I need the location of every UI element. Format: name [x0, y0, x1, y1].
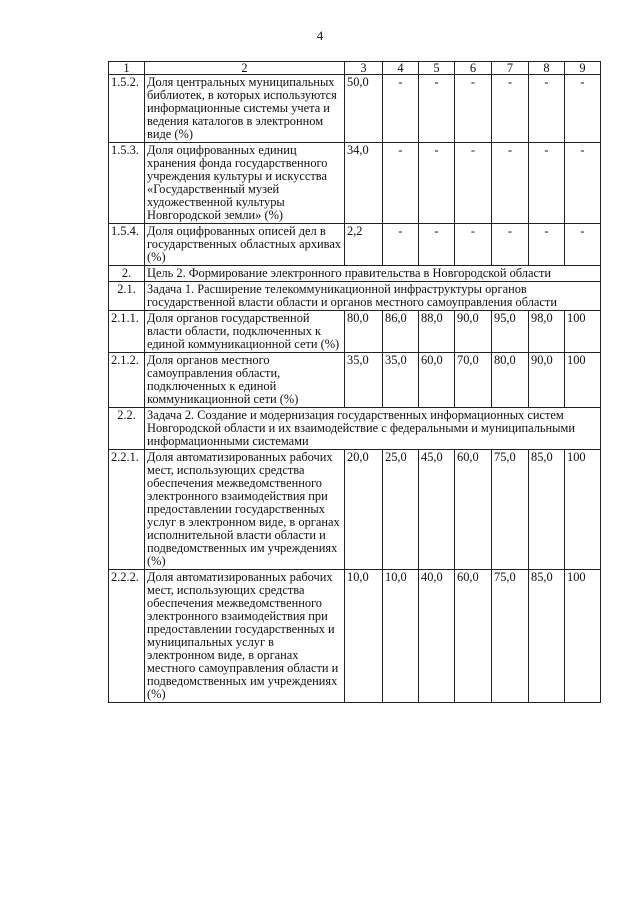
indicator-value: 45,0 [419, 450, 455, 570]
indicator-value: 95,0 [492, 311, 529, 353]
table-row [109, 353, 601, 408]
section-title: Цель 2. Формирование электронного правительства в Новгородской области [145, 266, 601, 282]
table-row [109, 570, 601, 703]
indicator-value: - [383, 224, 419, 266]
indicator-value: 25,0 [383, 450, 419, 570]
row-number: 1.5.4. [109, 224, 145, 266]
indicator-value: 60,0 [455, 450, 492, 570]
row-number: 2.2.1. [109, 450, 145, 570]
section-row [109, 266, 601, 282]
table-row [109, 143, 601, 224]
indicator-value: 80,0 [492, 353, 529, 408]
indicator-value: - [492, 143, 529, 224]
indicator-value: 50,0 [345, 75, 383, 143]
indicator-value: 35,0 [345, 353, 383, 408]
indicator-value: - [529, 75, 565, 143]
indicator-value: - [565, 143, 601, 224]
indicator-name: Доля органов местного самоуправления области, подключенных к единой коммуникационной сети (%) [145, 353, 345, 408]
indicator-value: - [529, 143, 565, 224]
indicator-value: 60,0 [455, 570, 492, 703]
page-number: 4 [316, 28, 324, 43]
column-header: 5 [419, 62, 455, 75]
indicator-value: - [529, 224, 565, 266]
indicator-value: 90,0 [455, 311, 492, 353]
indicator-value: - [455, 75, 492, 143]
indicator-value: 2,2 [345, 224, 383, 266]
indicator-value: - [492, 224, 529, 266]
column-header: 1 [109, 62, 145, 75]
column-header: 4 [383, 62, 419, 75]
indicator-value: 100 [565, 311, 601, 353]
row-number: 2.2.2. [109, 570, 145, 703]
indicator-value: - [455, 143, 492, 224]
indicator-value: - [419, 75, 455, 143]
row-number: 2. [109, 266, 145, 282]
row-number: 2.1.2. [109, 353, 145, 408]
column-header: 8 [529, 62, 565, 75]
indicator-value: 40,0 [419, 570, 455, 703]
indicator-name: Доля органов государственной власти области, подключенных к единой коммуникационной сети (%) [145, 311, 345, 353]
column-header: 2 [145, 62, 345, 75]
indicator-value: 10,0 [383, 570, 419, 703]
table-row [109, 311, 601, 353]
indicator-value: - [419, 224, 455, 266]
column-header: 7 [492, 62, 529, 75]
indicator-value: - [419, 143, 455, 224]
section-title: Задача 1. Расширение телекоммуникационной инфраструктуры органов государственной власти области и органов местного самоуправления области [145, 282, 601, 311]
indicator-name: Доля центральных муниципальных библиотек, в которых используются информационные системы учета и ведения каталогов в электронном виде (%) [145, 75, 345, 143]
indicator-value: 90,0 [529, 353, 565, 408]
indicator-value: 85,0 [529, 570, 565, 703]
indicator-value: - [565, 75, 601, 143]
indicator-value: 98,0 [529, 311, 565, 353]
table-row [109, 224, 601, 266]
indicator-value: 70,0 [455, 353, 492, 408]
row-number: 2.1.1. [109, 311, 145, 353]
header-row [109, 62, 601, 75]
indicator-value: - [565, 224, 601, 266]
indicator-value: 35,0 [383, 353, 419, 408]
indicator-name: Доля оцифрованных единиц хранения фонда государственного учреждения культуры и искусства «Государственный музей художественной культуры Новгородской земли» (%) [145, 143, 345, 224]
indicator-name: Доля автоматизированных рабочих мест, использующих средства обеспечения межведомственного электронного взаимодействия при предоставлении государственных и муниципальных услуг в электронном виде, в органах местного самоуправления области и подведомственных им учреждениях (%) [145, 570, 345, 703]
indicator-value: 86,0 [383, 311, 419, 353]
indicator-value: 60,0 [419, 353, 455, 408]
indicator-name: Доля автоматизированных рабочих мест, использующих средства обеспечения межведомственного электронного взаимодействия при предоставлении государственных услуг в электронном виде, в органах исполнительной власти области и подведомственных им учреждениях (%) [145, 450, 345, 570]
indicator-value: 100 [565, 353, 601, 408]
row-number: 1.5.2. [109, 75, 145, 143]
indicator-value: 75,0 [492, 570, 529, 703]
indicator-value: 20,0 [345, 450, 383, 570]
column-header: 9 [565, 62, 601, 75]
indicator-value: - [492, 75, 529, 143]
indicator-value: - [383, 143, 419, 224]
indicator-value: 100 [565, 450, 601, 570]
indicator-value: 34,0 [345, 143, 383, 224]
indicator-value: 80,0 [345, 311, 383, 353]
indicator-name: Доля оцифрованных описей дел в государственных областных архивах (%) [145, 224, 345, 266]
indicator-value: 88,0 [419, 311, 455, 353]
indicator-value: 100 [565, 570, 601, 703]
table-row [109, 450, 601, 570]
row-number: 1.5.3. [109, 143, 145, 224]
row-number: 2.1. [109, 282, 145, 311]
indicator-value: 75,0 [492, 450, 529, 570]
indicator-value: 10,0 [345, 570, 383, 703]
indicators-table [108, 61, 601, 703]
column-header: 3 [345, 62, 383, 75]
section-row [109, 282, 601, 311]
section-title: Задача 2. Создание и модернизация государственных информационных систем Новгородской области и их взаимодействие с федеральными и муниципальными информационными системами [145, 408, 601, 450]
section-row [109, 408, 601, 450]
column-header: 6 [455, 62, 492, 75]
row-number: 2.2. [109, 408, 145, 450]
indicator-value: 85,0 [529, 450, 565, 570]
indicator-value: - [383, 75, 419, 143]
indicator-value: - [455, 224, 492, 266]
table-row [109, 75, 601, 143]
